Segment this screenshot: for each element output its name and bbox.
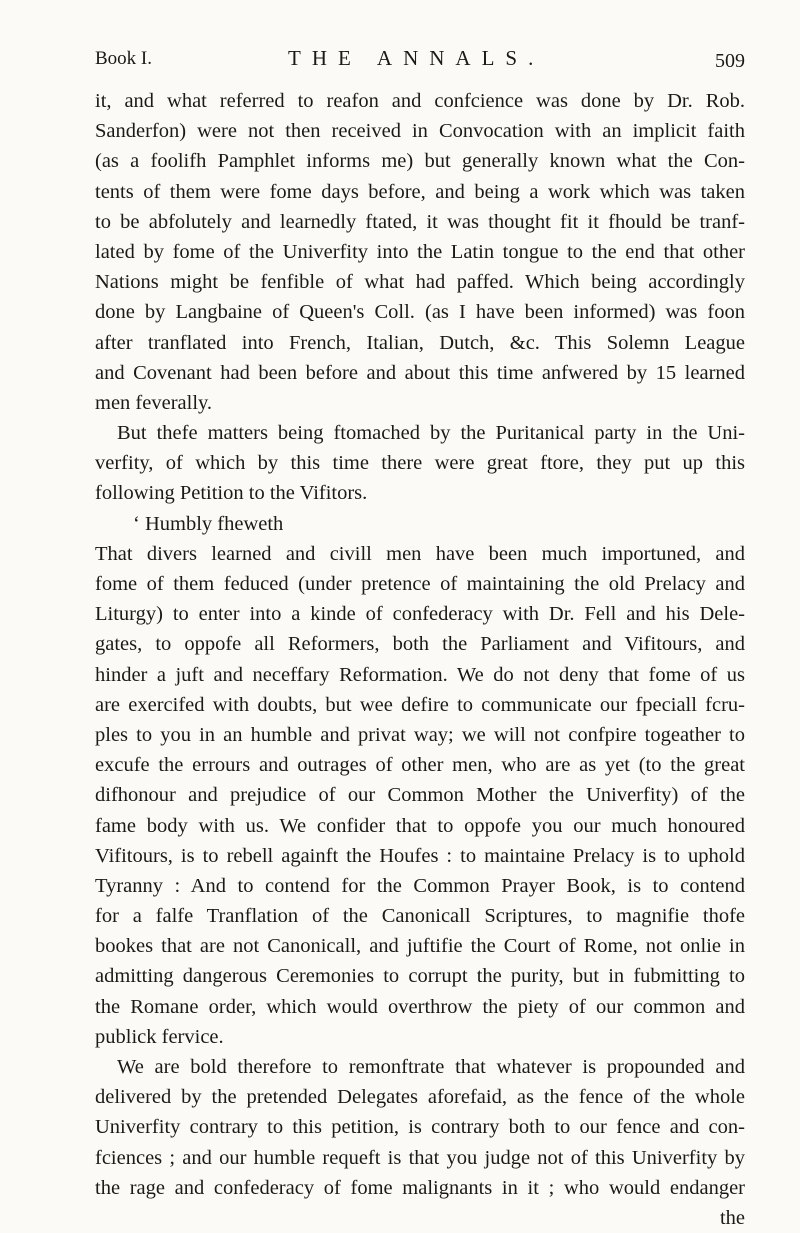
text-line: the Romane order, which would overthrow the piety of our common and	[95, 995, 745, 1018]
text-line: tents of them were fome days before, and being a work which was taken	[95, 180, 745, 203]
text-line: bookes that are not Canonicall, and juftifie the Court of Rome, not onlie in	[95, 935, 745, 958]
text-line: Sanderfon) were not then received in Convocation with an implicit faith	[95, 120, 745, 143]
text-line: following Petition to the Vifitors.	[95, 482, 368, 505]
text-line: Nations might be fenfible of what had paffed. Which being accordingly	[95, 271, 745, 294]
text-line: gates, to oppofe all Reformers, both the Parliament and Vifitours, and	[95, 633, 745, 656]
text-line: Tyranny : And to contend for the Common Prayer Book, is to contend	[95, 874, 745, 897]
text-line: to be abfolutely and learnedly ftated, it was thought fit it fhould be tranf-	[95, 210, 745, 233]
text-line: are exercifed with doubts, but wee defire to communicate our fpeciall fcru-	[95, 693, 745, 716]
book-label: Book I.	[95, 48, 152, 69]
text-line: the rage and confederacy of fome malignants in it ; who would endanger	[95, 1176, 745, 1199]
text-line: for a falfe Tranflation of the Canonicall Scriptures, to magnifie thofe	[95, 905, 745, 928]
page-number: 509	[715, 50, 745, 72]
text-line: Vifitours, is to rebell againft the Houfes : to maintaine Prelacy is to uphold	[95, 844, 745, 867]
text-line: admitting dangerous Ceremonies to corrupt the purity, but in fubmitting to	[95, 965, 745, 988]
running-title: THE ANNALS.	[288, 46, 545, 70]
text-line: excufe the errours and outrages of other men, who are as yet (to the great	[95, 754, 745, 777]
text-line: delivered by the pretended Delegates aforefaid, as the fence of the whole	[95, 1086, 745, 1109]
text-line: But thefe matters being ftomached by the Puritanical party in the Uni-	[117, 422, 745, 445]
text-line: difhonour and prejudice of our Common Mother the Univerfity) of the	[95, 784, 745, 807]
text-line: it, and what referred to reafon and confcience was done by Dr. Rob.	[95, 90, 745, 112]
text-line: We are bold therefore to remonftrate that whatever is propounded and	[117, 1056, 745, 1078]
text-line: fame body with us. We confider that to oppofe you our much honoured	[95, 814, 745, 837]
text-line: (as a foolifh Pamphlet informs me) but generally known what the Con-	[95, 150, 745, 173]
text-line: Univerfity contrary to this petition, is contrary both to our fence and con-	[95, 1116, 745, 1139]
text-line: men feverally.	[95, 391, 213, 414]
text-line: the	[719, 1206, 745, 1229]
text-line: lated by fome of the Univerfity into the Latin tongue to the end that other	[95, 240, 745, 263]
text-line: done by Langbaine of Queen's Coll. (as I have been informed) was foon	[95, 301, 745, 324]
text-line: Liturgy) to enter into a kinde of confederacy with Dr. Fell and his Dele-	[95, 603, 745, 626]
text-line: verfity, of which by this time there were great ftore, they put up this	[95, 452, 745, 475]
text-line: ples to you in an humble and privat way; we will not confpire togeather to	[95, 723, 745, 746]
text-line: hinder a juft and neceffary Reformation. We do not deny that fome of us	[95, 663, 745, 686]
text-line: ‘ Humbly fheweth	[133, 512, 284, 535]
text-line: fciences ; and our humble requeft is that you judge not of this Univerfity by	[95, 1146, 745, 1169]
body-text	[95, 86, 745, 1233]
text-line: fome of them feduced (under pretence of maintaining the old Prelacy and	[95, 573, 745, 595]
text-line: publick fervice.	[95, 1025, 224, 1048]
running-header	[95, 38, 745, 78]
text-line: after tranflated into French, Italian, Dutch, &c. This Solemn League	[95, 331, 745, 354]
text-line: That divers learned and civill men have been much importuned, and	[95, 542, 745, 565]
text-line: and Covenant had been before and about this time anfwered by 15 learned	[95, 361, 745, 384]
